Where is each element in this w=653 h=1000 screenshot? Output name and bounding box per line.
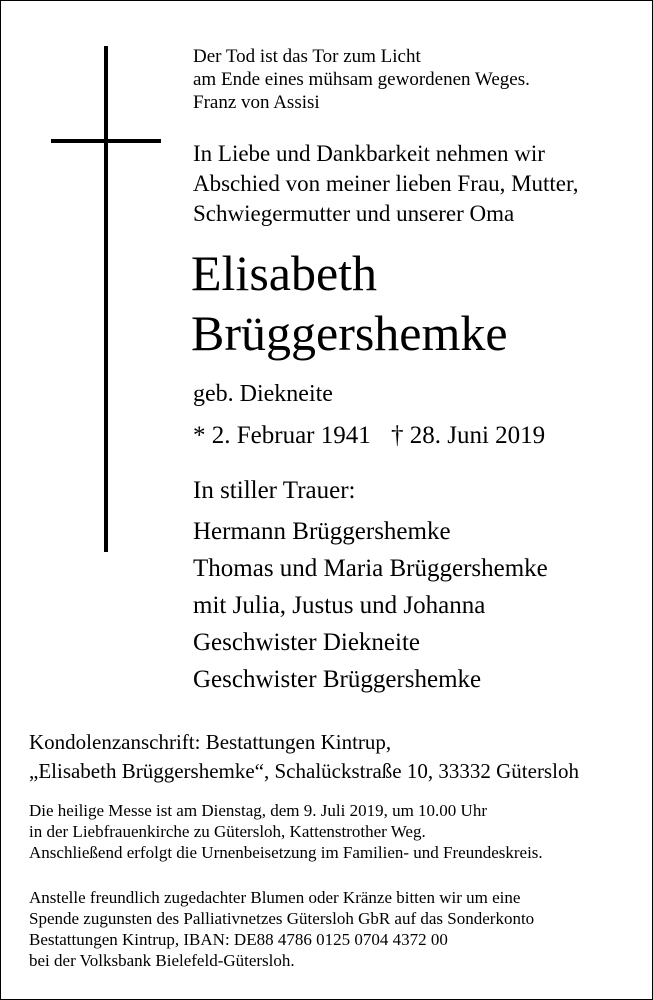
condolence-line: Kondolenzanschrift: Bestattungen Kintrup, bbox=[29, 730, 392, 754]
condolence-line: „Elisabeth Brüggershemke“, Schalückstraße 10, 33332 Gütersloh bbox=[29, 759, 579, 783]
mass-line: in der Liebfrauenkirche zu Gütersloh, Kattenstrother Weg. bbox=[29, 822, 426, 841]
mourner-name: Hermann Brüggershemke bbox=[193, 518, 451, 545]
mourner-name: Geschwister Brüggershemke bbox=[193, 666, 482, 693]
mourner-name: mit Julia, Justus und Johanna bbox=[193, 592, 486, 619]
death-date: † 28. Juni 2019 bbox=[391, 422, 546, 449]
birth-date: * 2. Februar 1941 bbox=[193, 422, 371, 449]
mourners-heading: In stiller Trauer: bbox=[193, 477, 356, 504]
life-dates bbox=[193, 420, 545, 452]
deceased-name bbox=[191, 243, 508, 363]
intro-block bbox=[193, 139, 579, 229]
intro-line: Abschied von meiner lieben Frau, Mutter, bbox=[193, 171, 579, 196]
quote-line: Der Tod ist das Tor zum Licht bbox=[193, 46, 421, 67]
intro-line: In Liebe und Dankbarkeit nehmen wir bbox=[193, 141, 545, 166]
mourner-name: Geschwister Diekneite bbox=[193, 629, 421, 656]
quote-author: Franz von Assisi bbox=[193, 92, 320, 113]
mourner-name: Thomas und Maria Brüggershemke bbox=[193, 555, 548, 582]
quote-block bbox=[193, 45, 530, 114]
mass-line: Anschließend erfolgt die Urnenbeisetzung im Familien- und Freundeskreis. bbox=[29, 843, 543, 862]
birth-name: geb. Diekneite bbox=[193, 381, 333, 407]
donation-line: Bestattungen Kintrup, IBAN: DE88 4786 0125 0704 4372 00 bbox=[29, 930, 448, 949]
intro-line: Schwiegermutter und unserer Oma bbox=[193, 201, 515, 226]
cross-horizontal-bar bbox=[51, 139, 161, 143]
mourners-list bbox=[193, 513, 548, 698]
donation-info bbox=[29, 887, 534, 971]
condolence-address bbox=[29, 728, 579, 786]
deceased-first-name: Elisabeth bbox=[191, 245, 378, 301]
deceased-last-name: Brüggershemke bbox=[191, 305, 508, 361]
donation-line: bei der Volksbank Bielefeld-Gütersloh. bbox=[29, 951, 295, 970]
donation-line: Anstelle freundlich zugedachter Blumen oder Kränze bitten wir um eine bbox=[29, 888, 521, 907]
donation-line: Spende zugunsten des Palliativnetzes Gütersloh GbR auf das Sonderkonto bbox=[29, 909, 535, 928]
cross-vertical-bar bbox=[104, 46, 108, 552]
quote-line: am Ende eines mühsam gewordenen Weges. bbox=[193, 69, 530, 90]
mass-line: Die heilige Messe ist am Dienstag, dem 9. Juli 2019, um 10.00 Uhr bbox=[29, 801, 487, 820]
mass-info bbox=[29, 800, 543, 863]
